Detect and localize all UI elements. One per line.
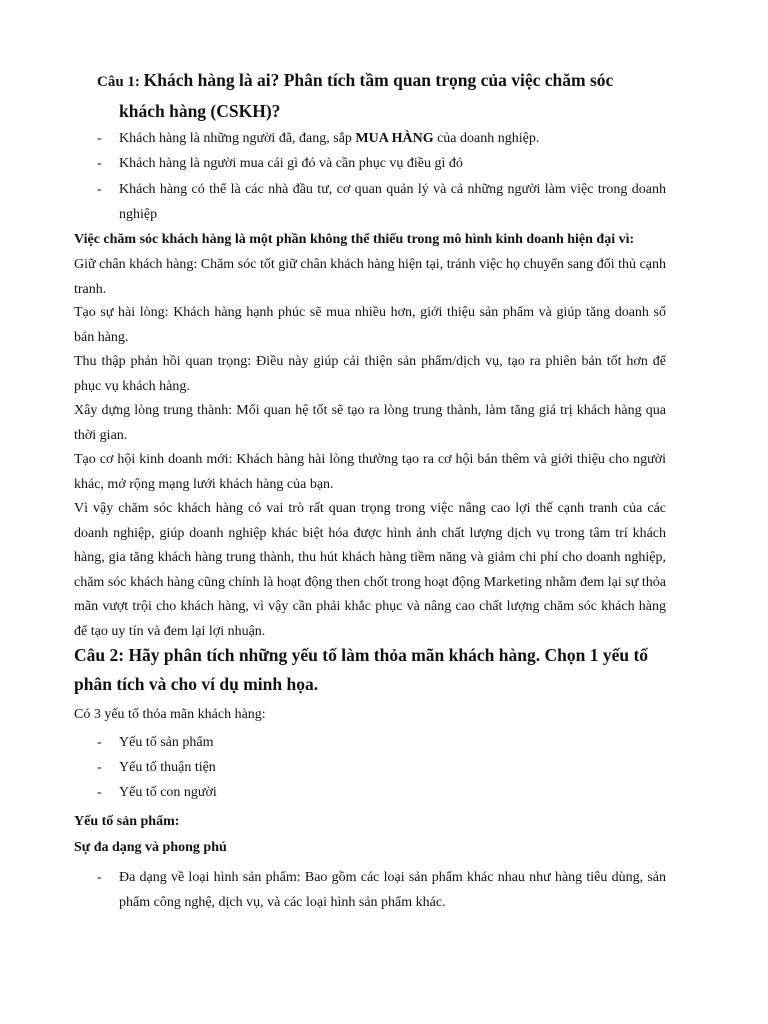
bullet-marker: - [97,182,102,197]
list-item [97,730,666,755]
reason-paragraph: Xây dựng lòng trung thành: Mối quan hệ tốt sẽ tạo ra lòng trung thành, làm tăng giá trị khách hàng qua thời gian. [74,403,666,443]
list-item [97,126,666,151]
list-item-text: Yếu tố thuận tiện [119,760,216,775]
diversity-heading: Sự đa dạng và phong phú [74,840,227,855]
product-factor-heading: Yếu tố sản phẩm: [74,814,180,829]
question-1-title-line-2: khách hàng (CSKH)? [119,101,281,121]
list-item [97,755,666,780]
list-item-text: Khách hàng có thể là các nhà đầu tư, cơ quan quản lý và cả những người làm việc trong doanh nghiệp [119,182,666,222]
question-1-title-line-1: Khách hàng là ai? Phân tích tầm quan trọng của việc chăm sóc [143,70,614,90]
reason-paragraph: Tạo sự hài lòng: Khách hàng hạnh phúc sẽ mua nhiều hơn, giới thiệu sản phẩm và giúp tăng doanh số bán hàng. [74,305,666,345]
factors-intro: Có 3 yếu tố thỏa mãn khách hàng: [74,707,266,722]
conclusion-paragraph: Vì vậy chăm sóc khách hàng có vai trò rất quan trọng trong việc nâng cao lợi thế cạnh tranh của các doanh nghiệp, giúp doanh nghiệp khác biệt hóa được hình ảnh chất lượng dịch vụ trong tâm trí khách hàng, gia tăng khách hàng trung thành, thu hút khách hàng tiềm năng và giảm chi phí cho doanh nghiệp, chăm sóc khách hàng cũng chính là hoạt động then chốt trong hoạt động Marketing nhằm đem lại sự thỏa mãn vượt trội cho khách hàng, vì vậy cần phải khắc phục và nâng cao chất lượng chăm sóc khách hàng để tạo uy tín và đem lại lợi nhuận. [74,501,666,639]
list-item [97,865,666,915]
list-item-text: Đa dạng về loại hình sản phẩm: Bao gồm các loại sản phẩm khác nhau như hàng tiêu dùng, sản phẩm công nghệ, dịch vụ, và các loại hình sản phẩm khác. [119,870,666,910]
emphasis-text: MUA HÀNG [355,131,434,146]
importance-heading: Việc chăm sóc khách hàng là một phần không thể thiếu trong mô hình kinh doanh hiện đại vì: [74,232,635,247]
list-item [97,177,666,227]
reason-paragraph: Giữ chân khách hàng: Chăm sóc tốt giữ chân khách hàng hiện tại, tránh việc họ chuyển sang đối thủ cạnh tranh. [74,257,666,297]
list-item [97,151,666,176]
bullet-marker: - [97,760,102,775]
reason-paragraph: Tạo cơ hội kinh doanh mới: Khách hàng hài lòng thường tạo ra cơ hội bán thêm và giới thiệu cho người khác, mở rộng mạng lưới khách hàng của bạn. [74,452,666,492]
bullet-marker: - [97,735,102,750]
question-1-label: Câu 1: [97,74,144,90]
bullet-marker: - [97,785,102,800]
reason-paragraph: Thu thập phản hồi quan trọng: Điều này giúp cải thiện sản phẩm/dịch vụ, tạo ra phiên bản tốt hơn để phục vụ khách hàng. [74,354,666,394]
list-item-text: của doanh nghiệp. [433,131,540,146]
list-item-text: Yếu tố con người [119,785,217,800]
bullet-marker: - [97,131,102,146]
list-item [97,780,666,805]
list-item-text: Khách hàng là những người đã, đang, sắp [119,131,356,146]
list-item-text: Yếu tố sản phẩm [119,735,214,750]
list-item-text: Khách hàng là người mua cái gì đó và cần phục vụ điều gì đó [119,156,463,171]
question-1-heading [97,66,666,126]
bullet-marker: - [97,870,102,885]
bullet-marker: - [97,156,102,171]
question-2-heading: Câu 2: Hãy phân tích những yếu tố làm thỏa mãn khách hàng. Chọn 1 yếu tố phân tích và cho ví dụ minh họa. [74,645,649,694]
